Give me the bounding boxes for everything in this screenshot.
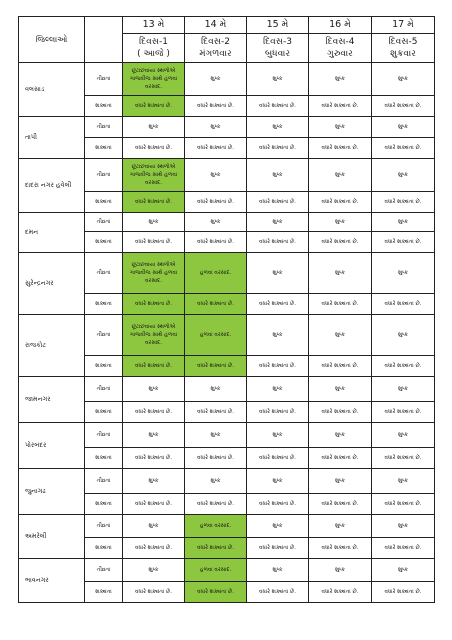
forecast-cell: શુષ્ક [247, 559, 309, 582]
probability-cell: વધારે શક્યતા છે. [372, 232, 435, 253]
table-row [19, 377, 435, 402]
probability-label: શક્યતા [85, 448, 123, 469]
forecast-cell: શુષ્ક [309, 213, 372, 232]
probability-cell: વધારે શક્યતા છે. [123, 448, 185, 469]
table-row [19, 159, 435, 192]
forecast-cell: શુષ્ક [309, 117, 372, 138]
probability-cell: વધારે શક્યતા છે. [185, 232, 247, 253]
district-name: વલસાડ [19, 63, 85, 117]
forecast-cell: છૂટાછવાયા સ્થળોએ ગાજવીજ સાથે હળવા વરસાદ. [123, 315, 185, 356]
district-name: તાપી [19, 117, 85, 159]
probability-label: શક્યતા [85, 402, 123, 423]
day-sub: ગુરુવાર [327, 49, 353, 59]
day-number: દિવસ-4 [325, 37, 355, 47]
forecast-cell: શુષ્ક [247, 159, 309, 192]
forecast-cell: શુષ્ક [372, 159, 435, 192]
probability-cell: વધારે શક્યતા છે. [372, 538, 435, 559]
district-name: જામનગર [19, 377, 85, 423]
probability-cell: વધારે શક્યતા છે. [309, 494, 372, 515]
forecast-cell: શુષ્ક [185, 63, 247, 96]
forecast-cell: શુષ્ક [309, 63, 372, 96]
forecast-cell: શુષ્ક [247, 253, 309, 294]
probability-cell: વધારે શક્યતા છે. [372, 294, 435, 315]
probability-cell: વધારે શક્યતા છે. [309, 582, 372, 603]
intensity-label: તીવ્રતા [85, 253, 123, 294]
probability-cell: વધારે શક્યતા છે. [247, 294, 309, 315]
probability-cell: વધારે શક્યતા છે. [185, 96, 247, 117]
probability-cell: વધારે શક્યતા છે. [247, 582, 309, 603]
day-date: 16 મે [309, 17, 372, 34]
table-row [19, 515, 435, 538]
probability-cell: વધારે શક્યતા છે. [247, 192, 309, 213]
probability-cell: વધારે શક્યતા છે. [372, 138, 435, 159]
table-row [19, 559, 435, 582]
probability-cell: વધારે શક્યતા છે. [309, 138, 372, 159]
day-header [185, 34, 247, 63]
forecast-cell: શુષ્ક [309, 377, 372, 402]
probability-cell: વધારે શક્યતા છે. [309, 448, 372, 469]
probability-label: શક્યતા [85, 192, 123, 213]
day-date: 13 મે [123, 17, 185, 34]
intensity-label: તીવ્રતા [85, 515, 123, 538]
probability-cell: વધારે શક્યતા છે. [372, 192, 435, 213]
probability-cell: વધારે શક્યતા છે. [185, 294, 247, 315]
probability-cell: વધારે શક્યતા છે. [372, 402, 435, 423]
forecast-cell: શુષ્ક [123, 515, 185, 538]
forecast-cell: શુષ્ક [309, 469, 372, 494]
day-sub: મંગળવાર [199, 49, 232, 59]
probability-cell: વધારે શક્યતા છે. [309, 96, 372, 117]
forecast-cell: શુષ્ક [247, 315, 309, 356]
probability-cell: વધારે શક્યતા છે. [247, 138, 309, 159]
probability-cell: વધારે શક્યતા છે. [372, 494, 435, 515]
probability-cell: વધારે શક્યતા છે. [185, 448, 247, 469]
table-row [19, 469, 435, 494]
forecast-cell: શુષ્ક [372, 377, 435, 402]
day-sub: શુક્રવાર [390, 49, 416, 59]
forecast-cell: શુષ્ક [247, 515, 309, 538]
probability-cell: વધારે શક્યતા છે. [247, 448, 309, 469]
forecast-cell: શુષ્ક [185, 469, 247, 494]
intensity-label: તીવ્રતા [85, 423, 123, 448]
forecast-cell: શુષ્ક [372, 423, 435, 448]
forecast-cell: શુષ્ક [372, 117, 435, 138]
intensity-label: તીવ્રતા [85, 377, 123, 402]
forecast-cell: શુષ્ક [123, 469, 185, 494]
probability-cell: વધારે શક્યતા છે. [372, 448, 435, 469]
forecast-cell: શુષ્ક [372, 213, 435, 232]
table-row [19, 117, 435, 138]
forecast-cell: હળવા વરસાદ. [185, 253, 247, 294]
forecast-cell: શુષ્ક [123, 213, 185, 232]
table-row [19, 63, 435, 96]
forecast-cell: શુષ્ક [247, 117, 309, 138]
probability-cell: વધારે શક્યતા છે. [247, 538, 309, 559]
probability-label: શક્યતા [85, 582, 123, 603]
header-date-row [19, 17, 435, 34]
probability-cell: વધારે શક્યતા છે. [247, 494, 309, 515]
probability-cell: વધારે શક્યતા છે. [123, 232, 185, 253]
intensity-label: તીવ્રતા [85, 469, 123, 494]
day-header [309, 34, 372, 63]
probability-label: શક્યતા [85, 232, 123, 253]
district-name: ભાવનગર [19, 559, 85, 603]
forecast-cell: શુષ્ક [372, 63, 435, 96]
day-number: દિવસ-3 [263, 37, 292, 47]
table-row [19, 253, 435, 294]
table-row [19, 423, 435, 448]
forecast-cell: શુષ્ક [247, 423, 309, 448]
probability-cell: વધારે શક્યતા છે. [185, 356, 247, 377]
forecast-cell: હળવા વરસાદ. [185, 315, 247, 356]
forecast-cell: શુષ્ક [309, 559, 372, 582]
probability-cell: વધારે શક્યતા છે. [372, 356, 435, 377]
district-name: અમરેલી [19, 515, 85, 559]
forecast-cell: શુષ્ક [372, 559, 435, 582]
intensity-label: તીવ્રતા [85, 117, 123, 138]
forecast-cell: શુષ્ક [309, 159, 372, 192]
probability-cell: વધારે શક્યતા છે. [185, 402, 247, 423]
probability-cell: વધારે શક્યતા છે. [123, 294, 185, 315]
forecast-cell: શુષ્ક [123, 377, 185, 402]
day-header [247, 34, 309, 63]
forecast-cell: છૂટાછવાયા સ્થળોએ ગાજવીજ સાથે હળવા વરસાદ. [123, 63, 185, 96]
probability-cell: વધારે શક્યતા છે. [372, 96, 435, 117]
day-number: દિવસ-1 [139, 37, 168, 47]
day-header [372, 34, 435, 63]
district-name: રાજકોટ [19, 315, 85, 377]
probability-cell: વધારે શક્યતા છે. [247, 96, 309, 117]
day-date: 14 મે [185, 17, 247, 34]
probability-cell: વધારે શક્યતા છે. [123, 582, 185, 603]
forecast-cell: શુષ્ક [372, 515, 435, 538]
table-row [19, 213, 435, 232]
probability-cell: વધારે શક્યતા છે. [123, 138, 185, 159]
intensity-label: તીવ્રતા [85, 213, 123, 232]
intensity-label: તીવ્રતા [85, 63, 123, 96]
forecast-cell: શુષ્ક [185, 159, 247, 192]
forecast-cell: શુષ્ક [123, 423, 185, 448]
forecast-cell: શુષ્ક [309, 515, 372, 538]
probability-cell: વધારે શક્યતા છે. [309, 356, 372, 377]
probability-cell: વધારે શક્યતા છે. [247, 402, 309, 423]
probability-label: શક્યતા [85, 96, 123, 117]
day-sub: બુધવાર [264, 49, 291, 59]
probability-cell: વધારે શક્યતા છે. [185, 192, 247, 213]
forecast-cell: શુષ્ક [309, 423, 372, 448]
probability-cell: વધારે શક્યતા છે. [123, 538, 185, 559]
probability-cell: વધારે શક્યતા છે. [309, 192, 372, 213]
intensity-label: તીવ્રતા [85, 159, 123, 192]
day-date: 15 મે [247, 17, 309, 34]
district-name: જુનાગઢ [19, 469, 85, 515]
forecast-cell: શુષ્ક [372, 253, 435, 294]
probability-label: શક્યતા [85, 494, 123, 515]
label-column-header [85, 17, 123, 63]
probability-cell: વધારે શક્યતા છે. [185, 582, 247, 603]
probability-cell: વધારે શક્યતા છે. [372, 582, 435, 603]
day-header [123, 34, 185, 63]
forecast-cell: શુષ્ક [372, 469, 435, 494]
intensity-label: તીવ્રતા [85, 559, 123, 582]
probability-cell: વધારે શક્યતા છે. [123, 356, 185, 377]
probability-cell: વધારે શક્યતા છે. [185, 538, 247, 559]
probability-label: શક્યતા [85, 356, 123, 377]
forecast-cell: હળવા વરસાદ. [185, 559, 247, 582]
probability-cell: વધારે શક્યતા છે. [247, 232, 309, 253]
probability-cell: વધારે શક્યતા છે. [185, 138, 247, 159]
probability-cell: વધારે શક્યતા છે. [123, 494, 185, 515]
day-number: દિવસ-5 [388, 37, 418, 47]
forecast-table [18, 16, 435, 603]
forecast-cell: છૂટાછવાયા સ્થળોએ ગાજવીજ સાથે હળવા વરસાદ. [123, 159, 185, 192]
forecast-cell: છૂટાછવાયા સ્થળોએ ગાજવીજ સાથે હળવા વરસાદ. [123, 253, 185, 294]
probability-cell: વધારે શક્યતા છે. [185, 494, 247, 515]
intensity-label: તીવ્રતા [85, 315, 123, 356]
district-name: પોરબંદર [19, 423, 85, 469]
forecast-cell: શુષ્ક [123, 117, 185, 138]
table-row [19, 315, 435, 356]
district-name: દાદરા નગર હવેલી [19, 159, 85, 213]
probability-cell: વધારે શક્યતા છે. [309, 232, 372, 253]
forecast-cell: શુષ્ક [185, 377, 247, 402]
probability-cell: વધારે શક્યતા છે. [247, 356, 309, 377]
probability-label: શક્યતા [85, 138, 123, 159]
forecast-cell: શુષ્ક [123, 559, 185, 582]
forecast-cell: શુષ્ક [247, 469, 309, 494]
district-name: દમન [19, 213, 85, 253]
probability-cell: વધારે શક્યતા છે. [309, 538, 372, 559]
forecast-cell: શુષ્ક [372, 315, 435, 356]
probability-cell: વધારે શક્યતા છે. [309, 294, 372, 315]
forecast-cell: શુષ્ક [247, 63, 309, 96]
probability-cell: વધારે શક્યતા છે. [123, 96, 185, 117]
day-sub: ( આજે ) [137, 49, 170, 59]
forecast-cell: શુષ્ક [247, 377, 309, 402]
probability-cell: વધારે શક્યતા છે. [123, 402, 185, 423]
day-date: 17 મે [372, 17, 435, 34]
probability-cell: વધારે શક્યતા છે. [309, 402, 372, 423]
forecast-cell: શુષ્ક [247, 213, 309, 232]
forecast-cell: શુષ્ક [309, 315, 372, 356]
forecast-cell: હળવા વરસાદ. [185, 515, 247, 538]
day-number: દિવસ-2 [201, 37, 230, 47]
forecast-cell: શુષ્ક [185, 117, 247, 138]
probability-label: શક્યતા [85, 538, 123, 559]
probability-label: શક્યતા [85, 294, 123, 315]
forecast-cell: શુષ્ક [185, 213, 247, 232]
forecast-body [19, 63, 435, 603]
forecast-cell: શુષ્ક [309, 253, 372, 294]
district-name: સુરેન્દ્રનગર [19, 253, 85, 315]
forecast-cell: શુષ્ક [185, 423, 247, 448]
probability-cell: વધારે શક્યતા છે. [123, 192, 185, 213]
district-column-header: જિલ્લાઓ [19, 17, 85, 63]
